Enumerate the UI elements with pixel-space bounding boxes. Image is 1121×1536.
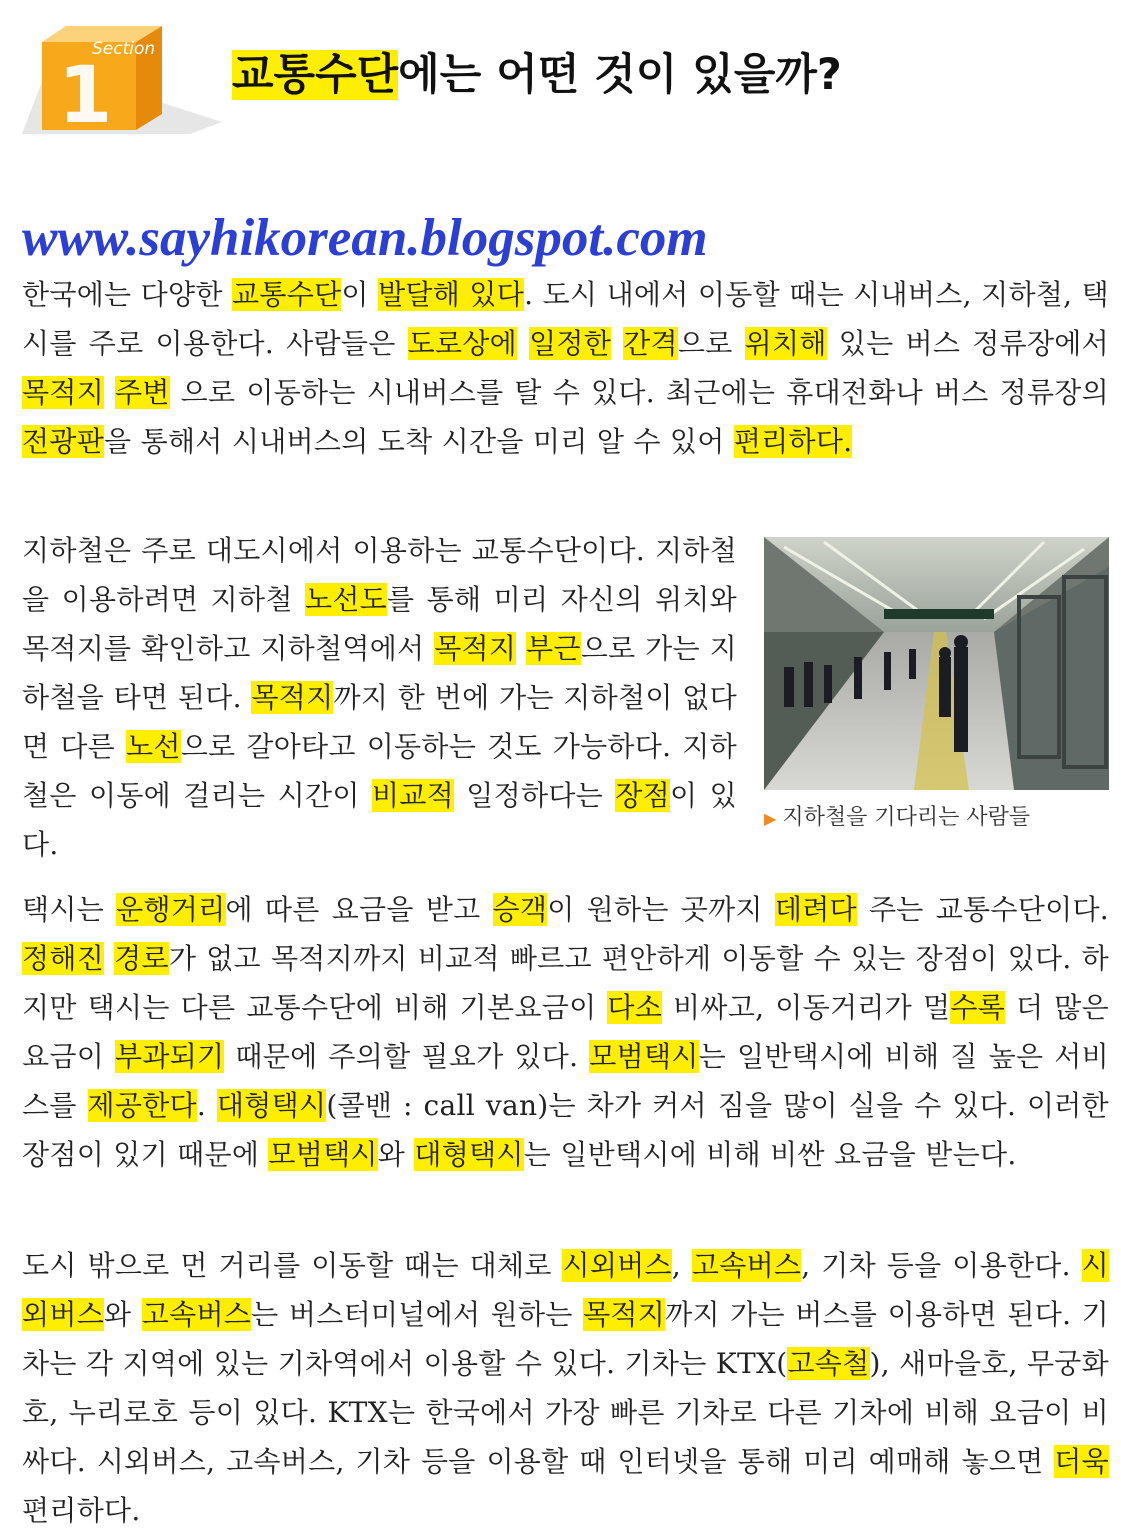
highlighted-term: 운행거리 [116,893,226,926]
text-run: 비싸고, 이동거리가 멀 [662,991,951,1024]
paragraph-4 [22,1241,1109,1535]
section-label: Section [92,39,156,59]
title-rest: 에는 어떤 것이 있을까? [398,50,842,100]
highlighted-term: 교통수단 [232,278,342,311]
highlighted-term: 승객 [492,893,548,926]
highlighted-term: 부근 [526,632,581,665]
text-run: 때문에 주의할 필요가 있다. [224,1040,590,1073]
highlighted-term: 수록 [950,991,1006,1024]
watermark-url: www.sayhikorean.blogspot.com [22,209,708,267]
text-run: 를 통해 미리 자신의 위치와 목적지를 확인하고 지하철역에서 [22,583,737,665]
highlighted-term: 일정한 [529,327,612,360]
highlighted-term: 데려다 [774,893,857,926]
text-run: 이 원하는 곳까지 [547,893,775,926]
text-run [104,942,114,975]
subway-platform-photo [764,537,1109,790]
highlighted-term: 대형택시 [216,1089,327,1122]
highlighted-term: 목적지 [434,632,517,665]
text-run: 와 [377,1138,415,1171]
text-run: 으로 갈아타고 이동하는 것도 가능하다. 지하철은 이동에 걸리는 시간이 [22,730,737,812]
highlighted-term: 시외버스 [22,1249,1109,1331]
section-badge [22,26,232,136]
title-highlight: 교통수단 [232,50,399,100]
text-run: 있는 버스 정류장에서 [826,327,1110,360]
text-run: 더 많은 요금이 [22,991,1109,1073]
highlighted-term: 고속철 [787,1347,870,1380]
text-run: 일정하다는 [454,779,616,812]
text-run: 이 [341,278,379,311]
highlighted-term: 경로 [114,942,169,975]
highlighted-term: 장점 [615,779,671,812]
highlighted-term: 주변 [115,376,170,409]
text-run: 한국에는 다양한 [22,278,233,311]
text-run: 으로 이동하는 시내버스를 탈 수 있다. 최근에는 휴대전화나 버스 정류장의 [169,376,1109,409]
caption-text: 지하철을 기다리는 사람들 [782,805,1031,830]
highlighted-term: 노선 [125,730,181,763]
text-run: (콜밴 : call van)는 차가 커서 짐을 많이 실을 수 있다. 이러한 장점이 있기 때문에 [22,1089,1109,1171]
highlighted-term: 모범택시 [589,1040,699,1073]
highlighted-term: 도로상에 [407,327,518,360]
text-run: 으로 가는 지하철을 타면 된다. [22,632,737,714]
text-run: 에 따른 요금을 받고 [225,893,493,926]
highlighted-term: 제공한다 [87,1089,197,1122]
highlighted-term: 목적지 [22,376,105,409]
highlighted-term: 모범택시 [268,1138,378,1171]
text-run: 편리하다. [22,1494,141,1527]
text-run [516,632,526,665]
text-run: 주는 교통수단이다. [856,893,1109,926]
highlighted-term: 위치해 [744,327,827,360]
paragraph-3 [22,885,1109,1179]
highlighted-term: 목적지 [251,681,334,714]
text-run: 까지 가는 버스를 이용하면 된다. 기차는 각 지역에 있는 기차역에서 이용할 수 있다. 기차는 KTX( [22,1298,1109,1380]
text-run: 으로 [677,327,745,360]
text-run: 는 일반택시에 비해 질 높은 서비스를 [22,1040,1109,1122]
highlighted-term: 부과되기 [115,1040,225,1073]
text-run: 을 통해서 시내버스의 도착 시간을 미리 알 수 있어 [104,425,734,458]
photo-caption [764,800,1030,831]
text-run: 지하철은 주로 대도시에서 이용하는 교통수단이다. 지하철을 이용하려면 지하철 [22,534,737,616]
highlighted-term: 발달해 있다 [378,278,525,311]
text-run: 까지 한 번에 가는 지하철이 없다면 다른 [22,681,737,763]
paragraph-1 [22,270,1109,466]
text-run: 이 있다. [22,779,737,861]
highlighted-term: 정해진 [22,942,105,975]
text-run: . 도시 내에서 이동할 때는 시내버스, 지하철, 택시를 주로 이용한다. 사람들은 [22,278,1109,360]
page-title [232,44,842,106]
text-run: , 기차 등을 이용한다. [801,1249,1082,1282]
highlighted-term: 시외버스 [562,1249,672,1282]
text-run [104,376,115,409]
text-run: 와 [104,1298,142,1331]
text-run: 가 없고 목적지까지 비교적 빠르고 편안하게 이동할 수 있는 장점이 있다. 하지만 택시는 다른 교통수단에 비해 기본요금이 [22,942,1109,1024]
paragraph-2 [22,526,737,869]
highlighted-term: 고속버스 [141,1298,252,1331]
text-run: , [671,1249,692,1282]
text-run: 는 일반택시에 비해 비싼 요금을 받는다. [523,1138,1017,1171]
section-number: 1 [58,51,113,136]
caption-arrow-icon: ▶ [764,809,777,828]
highlighted-term: 편리하다. [733,425,853,458]
highlighted-term: 간격 [623,327,678,360]
text-run [611,327,623,360]
text-run: . [196,1089,217,1122]
text-run: 택시는 [22,893,117,926]
text-run: 도시 밖으로 먼 거리를 이동할 때는 대체로 [22,1249,563,1282]
highlighted-term: 전광판 [22,425,105,458]
highlighted-term: 고속버스 [691,1249,802,1282]
text-run: ), 새마을호, 무궁화호, 누리로호 등이 있다. KTX는 한국에서 가장 빠른 기차로 다른 기차에 비해 요금이 비싸다. 시외버스, 고속버스, 기차 등을 이용할 때 인터넷을 통해 미리 예매해 놓으면 [22,1347,1109,1478]
highlighted-term: 비교적 [371,779,454,812]
highlighted-term: 노선도 [304,583,388,616]
text-run: 는 버스터미널에서 원하는 [251,1298,584,1331]
highlighted-term: 대형택시 [414,1138,524,1171]
highlighted-term: 목적지 [583,1298,666,1331]
highlighted-term: 다소 [607,991,663,1024]
text-run [517,327,529,360]
highlighted-term: 더욱 [1054,1445,1109,1478]
